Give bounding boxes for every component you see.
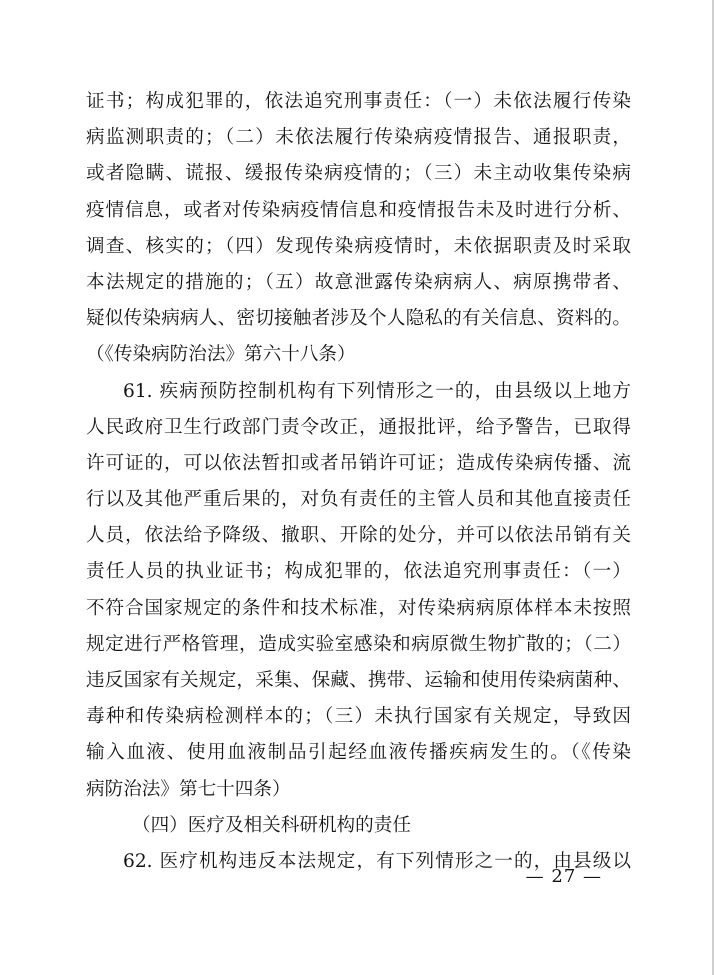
text-line: 行以及其他严重后果的，对负有责任的主管人员和其他直接责任 bbox=[86, 489, 631, 511]
text-line: 违反国家有关规定，采集、保藏、携带、运输和使用传染病菌种、 bbox=[86, 670, 631, 691]
text-line: 毒种和传染病检测样本的；（三）未执行国家有关规定，导致因 bbox=[86, 706, 631, 728]
text-line: 或者隐瞒、谎报、缓报传染病疫情的；（三）未主动收集传染病 bbox=[86, 163, 631, 185]
text-line: 证书；构成犯罪的，依法追究刑事责任：（一）未依法履行传染 bbox=[86, 91, 631, 112]
text-line: 许可证的，可以依法暂扣或者吊销许可证；造成传染病传播、流 bbox=[86, 452, 631, 474]
citation-line: 病防治法》第七十四条） bbox=[86, 778, 291, 800]
text-line: 不符合国家规定的条件和技术标准，对传染病病原体样本未按照 bbox=[86, 597, 631, 619]
text-line: 本法规定的措施的；（五）故意泄露传染病病人、病原携带者、 bbox=[86, 271, 631, 293]
text-line: 疑似传染病病人、密切接触者涉及个人隐私的有关信息、资料的。 bbox=[86, 308, 631, 330]
text-line: 病监测职责的；（二）未依法履行传染病疫情报告、通报职责， bbox=[86, 127, 631, 149]
page-number: — 27 — bbox=[525, 866, 602, 887]
text-line: 输入血液、使用血液制品引起经血液传播疾病发生的。（《传染 bbox=[86, 742, 631, 764]
article-61-start: 61. 疾病预防控制机构有下列情形之一的，由县级以上地方 bbox=[123, 380, 631, 402]
text-line: 规定进行严格管理，造成实验室感染和病原微生物扩散的；（二） bbox=[86, 633, 631, 655]
section-heading: （四）医疗及相关科研机构的责任 bbox=[132, 814, 411, 836]
text-line: 人员，依法给予降级、撤职、开除的处分，并可以依法吊销有关 bbox=[86, 525, 631, 547]
article-62-start: 62. 医疗机构违反本法规定，有下列情形之一的，由县级以 bbox=[123, 850, 631, 872]
citation-line: （《传染病防治法》第六十八条） bbox=[86, 344, 356, 366]
body-text bbox=[86, 84, 631, 880]
text-line: 责任人员的执业证书；构成犯罪的，依法追究刑事责任：（一） bbox=[86, 561, 631, 583]
text-line: 疫情信息，或者对传染病疫情信息和疫情报告未及时进行分析、 bbox=[86, 199, 631, 221]
text-line: 调查、核实的；（四）发现传染病疫情时，未依据职责及时采取 bbox=[86, 235, 631, 257]
text-line: 人民政府卫生行政部门责令改正，通报批评，给予警告，已取得 bbox=[86, 416, 631, 438]
